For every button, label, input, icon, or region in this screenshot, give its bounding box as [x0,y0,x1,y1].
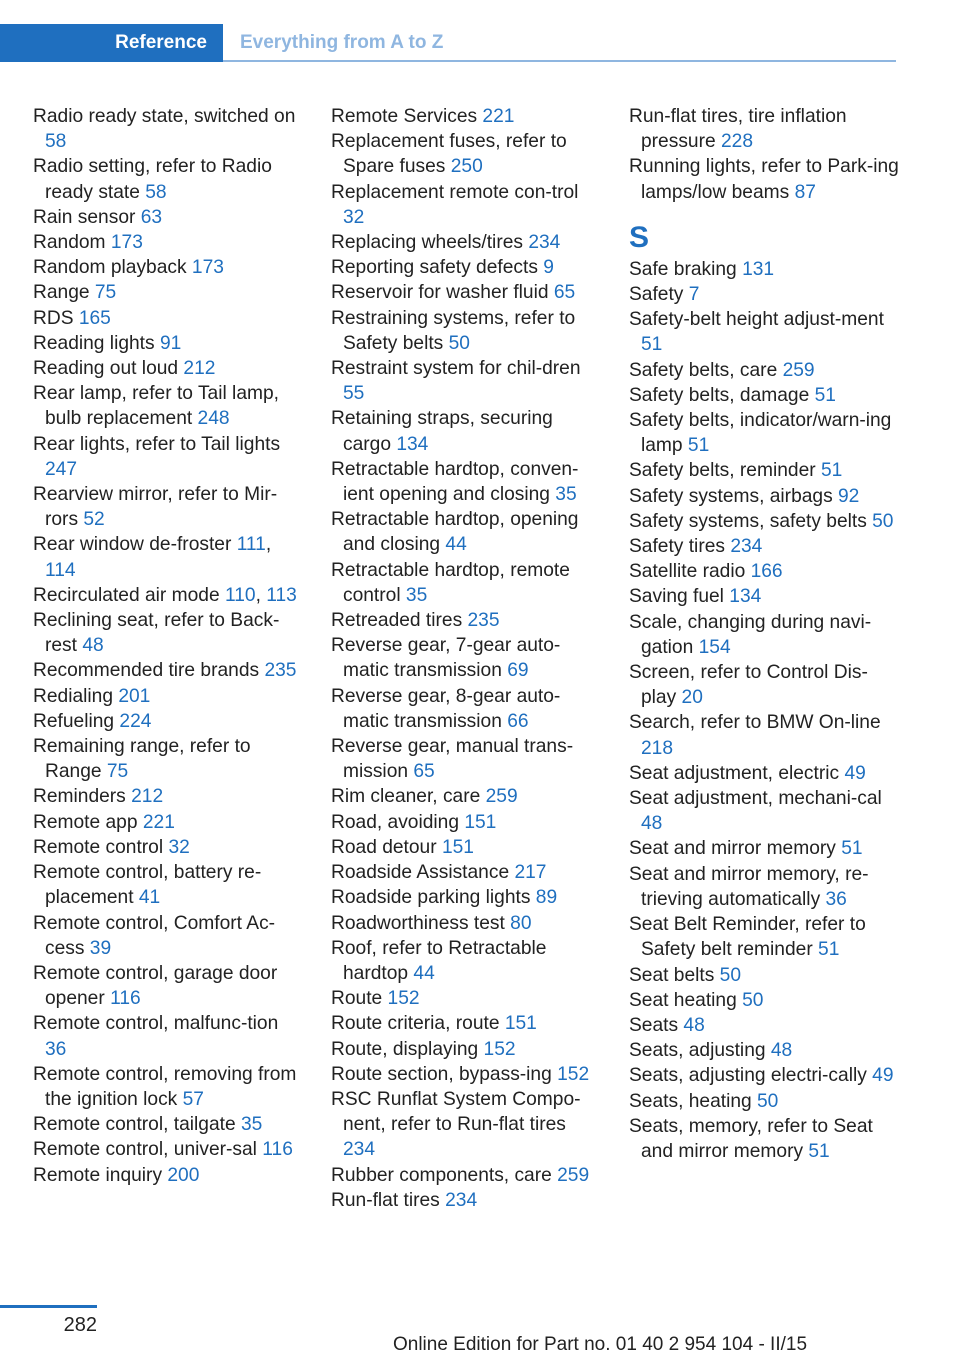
index-entry [33,1112,303,1137]
index-entry [33,1163,303,1188]
page-reference-link[interactable]: 35 [240,1114,263,1136]
index-entry-text: Remote control, malfunc-tion [33,1013,279,1035]
index-entry-text: Safety systems, airbags [629,485,839,507]
page-reference-link[interactable]: 212 [183,358,216,380]
page-number-bar [0,1305,97,1308]
footer-text: Online Edition for Part no. 01 40 2 954 104 - II/15 [392,1334,808,1355]
page-reference-link[interactable]: 234 [343,1139,376,1161]
page-reference-link[interactable]: 152 [483,1038,516,1060]
page-reference-link[interactable]: 134 [729,586,762,608]
index-entry-text: Recirculated air mode [33,584,225,606]
index-entry-text: Roadside parking lights [331,887,536,909]
page-reference-link[interactable]: 35 [555,484,577,506]
index-entry [629,1013,899,1038]
page-reference-link[interactable]: 7 [688,284,700,306]
page-reference-link[interactable]: 152 [387,988,420,1010]
index-entry-text: Seat Belt Reminder, refer to Safety belt reminder [629,914,866,961]
index-entry [629,761,899,786]
page-reference-link[interactable]: 154 [698,636,731,658]
page-reference-link[interactable]: 151 [441,836,474,858]
page-reference-link[interactable]: 248 [197,408,230,430]
page-reference-link[interactable]: 66 [507,710,529,732]
index-entry [33,1062,303,1112]
page-reference-link[interactable]: 221 [482,106,515,127]
index-entry [629,408,899,458]
page-number: 282 [63,1314,97,1336]
index-entry [331,608,601,633]
index-entry-text: Route section, bypass-ing [331,1063,558,1085]
index-entry-text: Seat adjustment, mechani-cal [629,788,882,810]
index-entry [629,358,899,383]
index-entry [331,936,601,986]
index-entry [629,660,899,710]
page-reference-link[interactable]: 247 [45,458,78,480]
index-entry-text: Rear lights, refer to Tail lights [33,433,281,455]
index-entry [331,860,601,885]
index-entry-text: Reverse gear, 7-gear auto-matic transmission [331,635,561,682]
index-entry [331,1037,601,1062]
index-entry [629,307,899,357]
page-reference-link[interactable]: 36 [825,888,847,910]
index-entry-text: Remote Services [331,106,483,127]
index-entry-text: Reclining seat, refer to Back-rest [33,610,280,657]
index-entry-text: Replacement fuses, refer to Spare fuses [331,131,567,178]
page-reference-link[interactable]: 173 [191,257,224,279]
index-entry-text: RSC Runflat System Compo-nent, refer to Run-flat tires [331,1088,581,1136]
page-reference-link[interactable]: 69 [507,660,529,682]
index-entry [629,534,899,559]
page-reference-link[interactable]: 235 [467,610,500,632]
page-reference-link[interactable]: 111 [236,534,266,556]
index-entry-text: Retractable hardtop, opening and closing [331,509,579,556]
index-entry [331,104,601,129]
page-reference-link[interactable]: 51 [641,334,663,356]
page-reference-link[interactable]: 131 [742,258,775,280]
index-entry-text: Rear window de-froster [33,534,237,556]
page-reference-link[interactable]: 91 [159,332,182,354]
page-reference-link[interactable]: 114 [45,559,76,581]
index-entry-text: Reverse gear, manual trans-mission [331,736,574,783]
index-entry [629,458,899,483]
index-entry-text: Safe braking [629,258,743,280]
page-reference-link[interactable]: 63 [140,206,163,228]
index-entry [331,911,601,936]
index-entry-text: Reading lights [33,332,160,354]
page-reference-link[interactable]: 110 [224,584,256,606]
index-entry [629,154,899,204]
index-entry [629,988,899,1013]
page-reference-link[interactable]: 165 [78,307,111,329]
index-entry [331,1062,601,1087]
page-reference-link[interactable]: 234 [445,1189,478,1211]
section-tab: Reference [0,24,223,62]
index-entry [33,784,303,809]
index-entry [629,257,899,282]
page-reference-link[interactable]: 166 [750,561,783,583]
header-bar [0,24,896,62]
index-entry [33,961,303,1011]
page-reference-link[interactable]: 113 [266,584,297,606]
index-entry [331,255,601,280]
index-entry [629,610,899,660]
page-reference-link[interactable]: 50 [448,332,470,354]
index-entry-text: Seat and mirror memory, re-trieving automatically [629,863,869,910]
index-entry-text: Radio ready state, switched on [33,106,296,127]
index-entry [629,786,899,836]
index-entry-text: Rubber components, care [331,1164,558,1186]
page-reference-link[interactable]: 250 [450,156,483,178]
index-entry-text: Reminders [33,786,132,808]
index-entry-text: Road detour [331,836,442,858]
page-reference-link[interactable]: 52 [83,509,105,531]
index-entry [629,104,899,154]
index-entry [331,558,601,608]
index-entry-text: Screen, refer to Control Dis-play [629,662,868,709]
index-entry-text: Rear lamp, refer to Tail lamp, bulb replacement [33,383,279,430]
index-entry-text: Replacing wheels/tires [331,232,529,254]
index-entry-text: Remote control, battery re-placement [33,862,262,909]
page-reference-link[interactable]: 50 [719,964,742,986]
page-reference-link[interactable]: 36 [45,1038,67,1060]
index-entry [629,383,899,408]
index-entry [331,280,601,305]
index-entry [33,381,303,431]
page-reference-link[interactable]: 32 [168,836,190,858]
page-reference-link[interactable]: 49 [844,762,866,784]
index-entry [33,1137,303,1162]
index-entry [331,1087,601,1163]
page-reference-link[interactable]: 259 [485,786,518,808]
index-entry [33,432,303,482]
index-entry [331,734,601,784]
index-entry-text: Remaining range, refer to Range [33,736,251,783]
page-reference-link[interactable]: 48 [641,813,663,835]
index-entry [331,835,601,860]
index-entry [331,406,601,456]
index-entry [331,1163,601,1188]
index-entry [331,180,601,230]
index-entry-text: Road, avoiding [331,811,465,833]
index-entry-text: Seats, memory, refer to Seat and mirror memory [629,1115,873,1162]
page-reference-link[interactable]: 58 [45,131,67,153]
index-entry [33,810,303,835]
index-entry-text: Seat heating [629,989,743,1011]
index-entry [33,482,303,532]
index-entry-text: Remote control, garage door opener [33,962,278,1010]
page-reference-link[interactable]: 201 [118,685,151,707]
index-entry-text: Remote inquiry [33,1164,168,1186]
page-reference-link[interactable]: 134 [396,433,429,455]
page-reference-link[interactable]: 48 [82,635,104,657]
index-entry [33,205,303,230]
page-reference-link[interactable]: 151 [464,811,497,833]
index-entry [33,306,303,331]
index-column-3 [629,104,899,1164]
index-entry [629,282,899,307]
page-reference-link[interactable]: 89 [535,887,558,909]
index-entry [33,860,303,910]
index-entry-text: Remote control [33,836,169,858]
index-entry [629,1038,899,1063]
page-reference-link[interactable]: 50 [872,510,894,532]
index-entry-text: Retractable hardtop, conven-ient opening and closing [331,458,579,506]
page-reference-link[interactable]: 218 [641,737,674,759]
page-reference-link[interactable]: 224 [119,710,152,732]
index-entry-text: Seats, adjusting [629,1040,771,1062]
index-entry-text: Run-flat tires, tire inflation pressure [629,106,847,153]
index-entry-text: Refueling [33,710,120,732]
index-entry-text: Range [33,282,95,304]
page-reference-link[interactable]: 259 [782,359,815,381]
index-entry-text: Remote control, Comfort Ac-cess [33,912,276,959]
index-entry [629,836,899,861]
index-entry [331,129,601,179]
index-entry [629,963,899,988]
index-entry-text: Safety [629,284,689,306]
page-reference-link[interactable]: 234 [730,536,763,558]
index-entry-text: Rain sensor [33,206,141,228]
index-entry [33,1011,303,1061]
index-entry-text: Safety belts, care [629,359,783,381]
index-entry [33,608,303,658]
index-entry-text: Remote app [33,811,143,833]
page-reference-link[interactable]: 217 [514,862,547,884]
page-reference-link[interactable]: 50 [742,989,764,1011]
index-entry-text: Safety belts, reminder [629,460,821,482]
index-entry-text: Roof, refer to Retractable hardtop [331,937,547,984]
index-entry [629,1063,899,1088]
page-reference-link[interactable]: 212 [131,786,164,808]
index-entry [331,986,601,1011]
index-entry-text: Retaining straps, securing cargo [331,408,553,455]
page-reference-link[interactable]: 228 [720,131,753,153]
index-entry [331,230,601,255]
index-entry [629,484,899,509]
index-entry-text: Route, displaying [331,1038,484,1060]
page-reference-link[interactable]: 92 [838,485,860,507]
index-entry [629,1114,899,1164]
index-entry-text: Seats, heating [629,1090,758,1112]
index-entry-text: Search, refer to BMW On-line [629,712,881,734]
index-entry [33,709,303,734]
index-entry-text: Reverse gear, 8-gear auto-matic transmission [331,685,561,732]
index-entry-text: Seat adjustment, electric [629,762,845,784]
index-entry-text: Seat belts [629,964,720,986]
index-entry [331,633,601,683]
page-reference-link[interactable]: 234 [528,232,561,254]
header-divider [223,60,896,62]
index-entry-text: Satellite radio [629,561,751,583]
index-entry-text: Saving fuel [629,586,730,608]
index-entry-text: Rim cleaner, care [331,786,486,808]
index-entry-text: Safety-belt height adjust-ment [629,309,884,331]
index-column-2 [331,104,601,1213]
index-entry [33,154,303,204]
page-reference-link[interactable]: 80 [510,912,532,934]
index-entry-text: Remote control, removing from the ignition lock [33,1063,297,1110]
page-reference-link[interactable]: 41 [138,887,161,909]
index-entry-text: Safety tires [629,536,731,558]
page-reference-link[interactable]: 51 [687,435,710,457]
page-reference-link[interactable]: 58 [145,181,167,203]
index-column-1 [33,104,303,1188]
index-entry [33,255,303,280]
index-entry [331,784,601,809]
index-entry [629,559,899,584]
page-reference-link[interactable]: 35 [405,584,428,606]
page-reference-link[interactable]: 65 [413,761,435,783]
index-entry [331,1188,601,1213]
index-entry-text: Route [331,988,388,1010]
page-reference-link[interactable]: 221 [142,811,175,833]
page-reference-link[interactable]: 44 [413,962,435,984]
page-reference-link[interactable]: 20 [681,687,703,709]
index-entry [331,507,601,557]
page-reference-link[interactable]: 39 [89,937,112,959]
page-reference-link[interactable]: 48 [770,1040,793,1062]
page-reference-link[interactable]: 151 [504,1013,537,1035]
page-reference-link[interactable]: 116 [110,988,141,1010]
page-reference-link[interactable]: 9 [543,257,554,279]
index-entry-text: Restraining systems, refer to Safety belts [331,307,576,354]
page-reference-link[interactable]: 50 [757,1090,779,1112]
index-entry-text: Run-flat tires [331,1189,446,1211]
index-entry [331,457,601,507]
index-entry [33,104,303,154]
index-entry [629,509,899,534]
page-reference-link[interactable]: 116 [262,1139,293,1161]
index-entry-text: Seats [629,1014,684,1036]
index-entry-text: Remote control, tailgate [33,1114,241,1136]
index-entry-text: Reading out loud [33,358,184,380]
index-entry [331,885,601,910]
index-entry: Rear window de-froster 111, 114 [33,534,272,581]
index-entry-text: Safety belts, indicator/warn-ing lamp [629,410,892,457]
page-reference-link[interactable]: 49 [872,1065,894,1087]
page-reference-link[interactable]: 200 [167,1164,200,1186]
index-entry-text: Rearview mirror, refer to Mir-rors [33,484,278,531]
index-entry [331,684,601,734]
index-entry: Recirculated air mode 110, 113 [33,584,297,606]
index-entry [629,710,899,760]
index-entry [331,810,601,835]
index-entry-text: Replacement remote con-trol [331,181,579,203]
page-reference-link[interactable]: 51 [820,460,843,482]
index-entry [629,1089,899,1114]
page-reference-link[interactable]: 152 [557,1063,590,1085]
index-entry-text: Route criteria, route [331,1013,505,1035]
index-entry-text: Seats, adjusting electri-cally [629,1065,873,1087]
subsection-tab: Everything from A to Z [240,32,444,53]
index-entry-text: Radio setting, refer to Radio ready state [33,156,272,203]
index-entry [33,356,303,381]
index-entry-text: Restraint system for chil-dren [331,358,581,380]
index-entry-text: Seat and mirror memory [629,838,842,860]
index-entry [629,912,899,962]
index-entry [629,584,899,609]
index-entry-text: Reporting safety defects [331,257,544,279]
page-reference-link[interactable]: 75 [94,282,117,304]
page-reference-link[interactable]: 51 [814,384,836,406]
page-reference-link[interactable]: 51 [808,1140,830,1162]
page-reference-link[interactable]: 48 [683,1014,705,1036]
index-entry [33,280,303,305]
index-entry [331,1011,601,1036]
index-entry-text: Scale, changing during navi-gation [629,611,872,658]
page-reference-link[interactable]: 44 [445,534,467,556]
index-entry [33,331,303,356]
page-reference-link[interactable]: 75 [106,761,129,783]
index-entry-text: Running lights, refer to Park-ing lamps/low beams [629,156,899,203]
index-entry-text: Random playback [33,257,192,279]
page-reference-link[interactable]: 51 [841,838,863,860]
index-entry [33,911,303,961]
index-entry [331,356,601,406]
index-entry [33,684,303,709]
page-reference-link[interactable]: 51 [818,939,840,961]
index-entry-text: Redialing [33,685,119,707]
page-reference-link[interactable]: 173 [110,232,143,254]
index-entry-text: Roadside Assistance [331,862,515,884]
index-entry-text: Safety systems, safety belts [629,510,873,532]
index-entry [629,862,899,912]
page-reference-link[interactable]: 57 [182,1088,204,1110]
index-entry-text: Remote control, univer-sal [33,1139,263,1161]
section-letter: S [629,220,650,254]
index-entry-text: Recommended tire brands [33,660,265,682]
index-entry-text: Roadworthiness test [331,912,511,934]
index-entry [331,306,601,356]
page-reference-link[interactable]: 87 [794,181,816,203]
page-reference-link[interactable]: 55 [343,383,365,405]
page-reference-link[interactable]: 235 [264,660,297,682]
index-entry [33,230,303,255]
index-entry-text: Safety belts, damage [629,384,815,406]
index-entry-text: Random [33,232,111,254]
index-entry-text: RDS [33,307,79,329]
index-entry-text: Retreaded tires [331,610,468,632]
index-entry [33,835,303,860]
page-reference-link[interactable]: 65 [553,282,576,304]
page-reference-link[interactable]: 259 [557,1164,590,1186]
page-reference-link[interactable]: 32 [343,206,365,228]
index-entry [33,734,303,784]
index-entry-text: Retractable hardtop, remote control [331,559,570,606]
index-entry [33,658,303,683]
index-entry-text: Reservoir for washer fluid [331,282,554,304]
